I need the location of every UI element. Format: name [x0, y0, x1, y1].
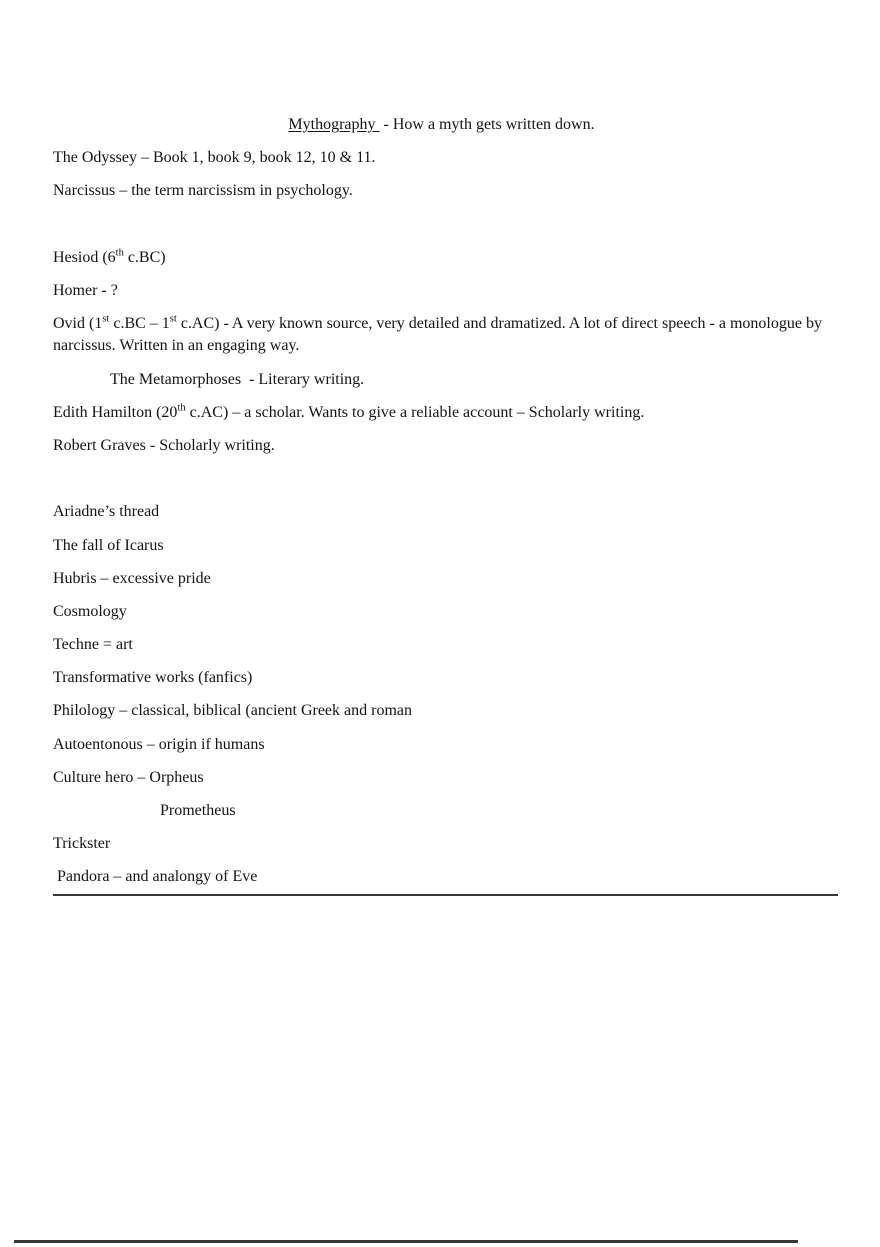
- paragraph: [53, 147, 830, 169]
- paragraph: [53, 601, 830, 623]
- paragraph: [53, 535, 830, 557]
- text-segment: Autoentonous – origin if humans: [53, 735, 265, 753]
- text-segment: Cosmology: [53, 602, 127, 620]
- underlined-text: Mythography: [288, 116, 380, 133]
- text-segment: th: [177, 402, 186, 414]
- text-segment: Edith Hamilton (20: [53, 403, 178, 421]
- text-segment: Ovid (1: [53, 315, 103, 333]
- text-segment: c.BC): [123, 248, 166, 266]
- text-segment: - How a myth gets written down.: [379, 116, 595, 133]
- text-segment: Hesiod (6: [53, 248, 116, 266]
- text-segment: Robert Graves - Scholarly writing.: [53, 436, 275, 454]
- paragraph: [53, 402, 830, 424]
- paragraph: [53, 280, 830, 302]
- blank-line: [53, 468, 830, 490]
- paragraph: [53, 700, 830, 722]
- paragraph: [53, 435, 830, 457]
- paragraph: [53, 568, 830, 590]
- text-segment: The fall of Icarus: [53, 536, 164, 554]
- paragraph: [53, 800, 830, 822]
- text-segment: c.AC) - A very known source, very detailed and dramatized. A lot of direct speech - a monologue by narcissus. Written in an engaging way.: [53, 315, 826, 355]
- text-segment: st: [102, 313, 110, 325]
- paragraph: [53, 247, 830, 269]
- text-segment: The Metamorphoses - Literary writing.: [110, 370, 365, 388]
- blank-line: [53, 214, 830, 236]
- paragraph: [53, 767, 830, 789]
- paragraph: [53, 501, 830, 523]
- text-segment: Philology – classical, biblical (ancient Greek and roman: [53, 702, 412, 720]
- page-bottom-rule: [14, 1240, 798, 1243]
- text-segment: Ariadne’s thread: [53, 503, 160, 521]
- paragraph: [53, 180, 830, 202]
- document-body: [53, 114, 830, 907]
- text-segment: Pandora – and analongy of Eve: [57, 868, 258, 886]
- text-segment: Transformative works (fanfics): [53, 669, 253, 687]
- text-segment: st: [169, 313, 177, 325]
- text-segment: Prometheus: [160, 802, 236, 820]
- paragraph: [53, 369, 830, 391]
- text-segment: The Odyssey – Book 1, book 9, book 12, 10 & 11.: [53, 149, 376, 167]
- text-segment: Homer - ?: [53, 281, 118, 299]
- text-segment: Hubris – excessive pride: [53, 569, 211, 587]
- text-segment: c.AC) – a scholar. Wants to give a reliable account – Scholarly writing.: [185, 403, 645, 421]
- text-segment: Trickster: [53, 835, 111, 853]
- paragraph: [53, 667, 830, 689]
- text-segment: c.BC – 1: [109, 315, 170, 333]
- text-segment: Techne = art: [53, 636, 133, 654]
- doc-title: [53, 114, 830, 136]
- paragraph: [53, 833, 830, 855]
- text-segment: Culture hero – Orpheus: [53, 768, 204, 786]
- paragraph: [53, 313, 830, 358]
- paragraph: [53, 866, 838, 895]
- text-segment: th: [115, 247, 124, 259]
- text-segment: Narcissus – the term narcissism in psychology.: [53, 182, 353, 200]
- paragraph: [53, 634, 830, 656]
- paragraph: [53, 734, 830, 756]
